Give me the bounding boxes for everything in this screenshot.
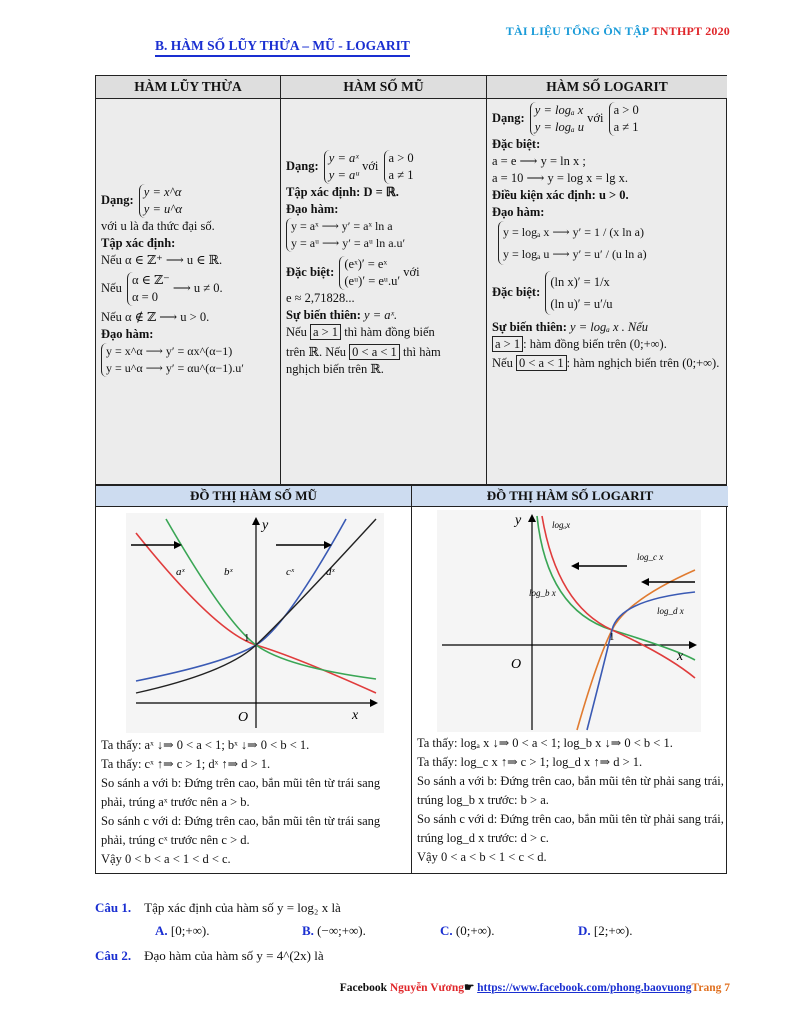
exp-domain: Tập xác định: D = ℝ. [286,185,399,199]
column-header: HÀM SỐ MŨ [281,76,486,99]
label-origin: O [238,710,249,725]
facebook-link[interactable]: https://www.facebook.com/phong.baovuong [477,982,692,994]
log-variation: Sự biến thiên: y = logₐ x . Nếu [492,320,649,334]
note-line-2: Ta thấy: cˣ ↑⇒ c > 1; dˣ ↑⇒ d > 1. [101,757,271,771]
log-derivative-2: y = logₐ u ⟶ y′ = u′ / (u ln a) [503,247,647,261]
power-domain-case-3: Nếu α ∉ ℤ ⟶ u > 0. [101,310,210,324]
exp-variation-1: Nếu a > 1 thì hàm đồng biến [286,325,435,339]
label-b-x: bˣ [224,566,233,578]
exp-derivative-label: Đạo hàm: [286,202,339,216]
note-line-4: So sánh c với d: Đứng trên cao, bắn mũi tên từ phải sang trái, trúng log_d x trước: d > c. [417,812,724,845]
power-domain-case-1: Nếu α ∈ ℤ⁺ ⟶ u ∈ ℝ. [101,253,223,267]
log-form: Dạng: y = logₐ x y = logₐ u với a > 0 a ≠ 1 [492,103,639,134]
question-2: Câu 2. Đạo hàm của hàm số y = 4^(2x) là [95,948,324,963]
log-derivative-1: y = logₐ x ⟶ y′ = 1 / (x ln a) [503,225,644,239]
log-variation-1: a > 1 : hàm đồng biến trên (0;+∞). [492,336,722,353]
power-domain-label: Tập xác định: [101,236,176,250]
power-domain-case-2: Nếu α ∈ ℤ⁻ α = 0 ⟶ u ≠ 0. [101,273,223,304]
logarithm-graph-column [412,486,728,873]
log-special-derivative: Đặc biệt: (ln x)′ = 1/x (ln u)′ = u′/u [492,271,722,315]
label-x-axis: x [677,649,684,664]
page-number: Trang 7 [691,982,730,994]
column-exponential-function [281,76,487,484]
column-header: HÀM LŨY THỪA [96,76,280,99]
log-variation-2: Nếu 0 < a < 1 : hàm nghịch biến trên (0;+∞). [492,356,720,370]
power-form-note: với u là đa thức đại số. [101,219,215,233]
exponential-graph-column [96,486,412,873]
note-line-3: So sánh a với b: Đứng trên cao, bắn mũi tên từ phải sang trái, trúng log_b x trước: b > a. [417,774,724,807]
exp-variation-2: trên ℝ. Nếu 0 < a < 1 thì hàm [286,345,441,359]
column-logarithm-function [487,76,727,484]
option-c[interactable]: C. (0;+∞). [440,923,495,938]
logarithm-notes [417,734,724,867]
column-power-function [96,76,281,484]
log-special-label: Đặc biệt: [492,137,541,151]
label-y-axis: y [515,513,522,528]
exponential-graph [126,513,384,733]
exp-derivative-2: y = aᵘ ⟶ y′ = aᵘ ln a.u′ [291,236,406,250]
label-a-x: aˣ [176,566,185,578]
label-log-a: logₐx [552,520,571,530]
option-d[interactable]: D. [2;+∞). [578,923,633,938]
label-one: 1 [609,631,615,643]
document-header: TÀI LIỆU TỔNG ÔN TẬP TNTHPT 2020 [505,24,730,38]
note-line-1: Ta thấy: logₐ x ↓⇒ 0 < a < 1; log_b x ↓⇒ 0 < b < 1. [417,736,673,750]
exp-variation-3: nghịch biến trên ℝ. [286,362,384,376]
log-special-1: a = e ⟶ y = ln x ; [492,154,586,168]
column-header: HÀM SỐ LOGARIT [487,76,727,99]
option-b[interactable]: B. (−∞;+∞). [302,923,366,938]
summary-table [95,75,727,485]
section-title: B. HÀM SỐ LŨY THỪA – MŨ - LOGARIT [155,38,410,57]
power-derivative-label: Đạo hàm: [101,327,154,341]
note-line-3: So sánh a với b: Đứng trên cao, bắn mũi tên từ trái sang phải, trúng aˣ trước nên a > b. [101,776,381,809]
log-special-2: a = 10 ⟶ y = log x = lg x. [492,171,628,185]
exponential-notes [101,736,407,869]
note-line-5: Vậy 0 < a < b < 1 < c < d. [417,850,547,864]
label-log-c: log_c x [637,552,664,562]
page-footer: Facebook Nguyễn Vương☛ https://www.facebook.com/phong.baovuongTrang 7 [339,982,730,994]
logarithm-graph [437,510,701,732]
log-domain-condition: Điều kiện xác định: u > 0. [492,188,629,202]
question-1: Câu 1. Tập xác định của hàm số y = log₂ x là [95,900,341,915]
graph-header: ĐỒ THỊ HÀM SỐ LOGARIT [412,486,728,507]
label-c-x: cˣ [286,566,294,578]
note-line-5: Vậy 0 < b < a < 1 < d < c. [101,852,231,866]
graphs-table [95,485,727,874]
exp-derivative-1: y = aˣ ⟶ y′ = aˣ ln a [291,219,393,233]
option-a[interactable]: A. [0;+∞). [155,923,210,938]
power-derivative-2: y = u^α ⟶ y′ = αu^(α−1).u′ [106,361,244,375]
note-line-2: Ta thấy: log_c x ↑⇒ c > 1; log_d x ↑⇒ d > 1. [417,755,643,769]
power-form: Dạng: y = x^α y = u^α [101,185,183,216]
label-x-axis: x [352,708,359,723]
exp-special: Đặc biệt: (eˣ)′ = eˣ (eᵘ)′ = eᵘ.u′ với [286,257,420,288]
power-derivative-1: y = x^α ⟶ y′ = αx^(α−1) [106,344,233,358]
label-one: 1 [244,632,250,644]
log-derivative-label: Đạo hàm: [492,205,545,219]
note-line-1: Ta thấy: aˣ ↓⇒ 0 < a < 1; bˣ ↓⇒ 0 < b < 1. [101,738,310,752]
label-d-x: dˣ [326,566,335,578]
exp-variation: Sự biến thiên: y = aˣ. [286,308,398,322]
graph-header: ĐỒ THỊ HÀM SỐ MŨ [96,486,411,507]
label-y-axis: y [262,518,269,533]
label-log-b: log_b x [529,588,556,598]
exp-form: Dạng: y = aˣ y = aᵘ với a > 0 a ≠ 1 [286,151,414,182]
label-log-d: log_d x [657,606,684,616]
e-value: e ≈ 2,71828... [286,291,355,305]
note-line-4: So sánh c với d: Đứng trên cao, bắn mũi tên từ trái sang phải, trúng cˣ trước nên c > d. [101,814,381,847]
label-origin: O [511,657,522,672]
